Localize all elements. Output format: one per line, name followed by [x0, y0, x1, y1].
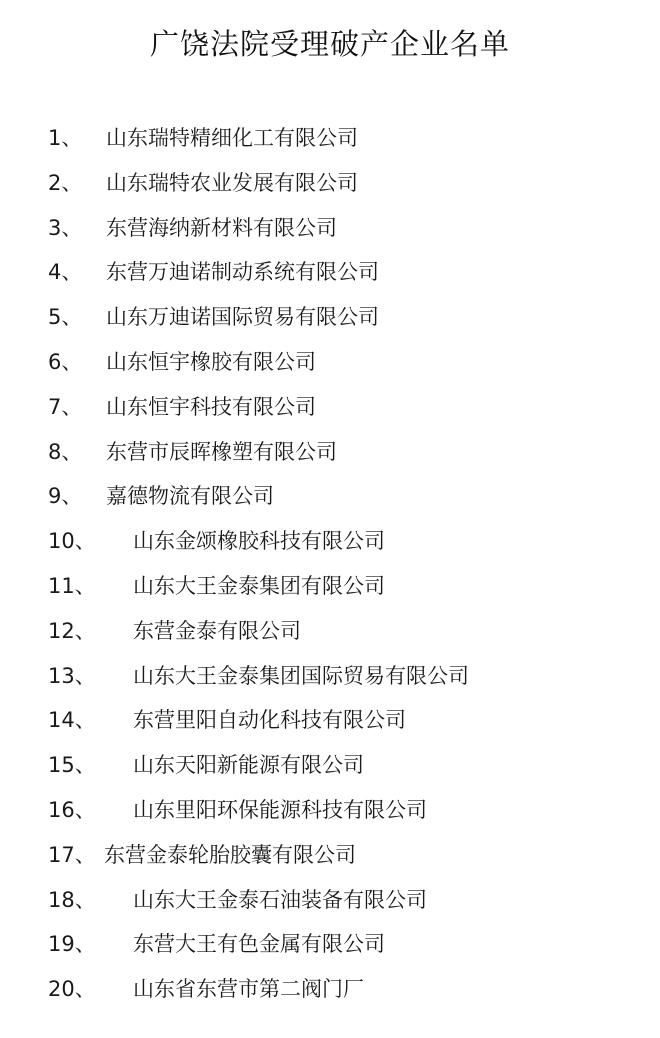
- company-name: 山东大王金泰集团国际贸易有限公司: [133, 663, 469, 688]
- list-item: [0, 564, 660, 609]
- company-name: 山东金颂橡胶科技有限公司: [133, 529, 385, 554]
- company-name: 山东省东营市第二阀门厂: [133, 977, 364, 1002]
- item-number: 7、: [48, 394, 83, 419]
- item-number: 2、: [48, 170, 83, 195]
- item-number: 18、: [48, 887, 96, 912]
- company-name: 山东瑞特农业发展有限公司: [106, 170, 358, 195]
- item-number: 17、: [48, 842, 96, 867]
- item-number: 20、: [48, 977, 96, 1002]
- item-number: 12、: [48, 618, 96, 643]
- list-item: [0, 922, 660, 967]
- list-item: [0, 878, 660, 923]
- company-name: 山东大王金泰石油装备有限公司: [133, 887, 427, 912]
- company-name: 山东大王金泰集团有限公司: [133, 573, 385, 598]
- item-number: 16、: [48, 797, 96, 822]
- item-number: 13、: [48, 663, 96, 688]
- company-name: 山东万迪诺国际贸易有限公司: [106, 305, 379, 330]
- company-name: 东营大王有色金属有限公司: [133, 932, 385, 957]
- company-list: [0, 116, 660, 1012]
- list-item: [0, 430, 660, 475]
- list-item: [0, 250, 660, 295]
- item-number: 11、: [48, 573, 96, 598]
- company-name: 东营万迪诺制动系统有限公司: [106, 260, 379, 285]
- company-name: 东营金泰轮胎胶囊有限公司: [104, 842, 356, 867]
- page-title: 广饶法院受理破产企业名单: [149, 27, 510, 61]
- list-item: [0, 967, 660, 1012]
- list-item: [0, 654, 660, 699]
- company-name: 山东瑞特精细化工有限公司: [106, 126, 358, 150]
- company-name: 东营市辰晖橡塑有限公司: [106, 439, 337, 464]
- item-number: 9、: [48, 484, 83, 509]
- item-number: 15、: [48, 753, 96, 778]
- item-number: 6、: [48, 349, 83, 374]
- company-name: 嘉德物流有限公司: [106, 484, 274, 509]
- item-number: 1、: [48, 126, 83, 150]
- company-name: 东营海纳新材料有限公司: [106, 215, 337, 240]
- list-item: [0, 833, 660, 878]
- company-name: 山东天阳新能源有限公司: [133, 753, 364, 778]
- list-item: [0, 340, 660, 385]
- list-item: [0, 206, 660, 251]
- item-number: 4、: [48, 260, 83, 285]
- item-number: 3、: [48, 215, 83, 240]
- company-name: 山东里阳环保能源科技有限公司: [133, 797, 427, 822]
- company-name: 东营金泰有限公司: [133, 618, 301, 643]
- list-item: [0, 116, 660, 161]
- item-number: 5、: [48, 305, 83, 330]
- item-number: 14、: [48, 708, 96, 733]
- item-number: 10、: [48, 529, 96, 554]
- list-item: [0, 519, 660, 564]
- list-item: [0, 474, 660, 519]
- list-item: [0, 698, 660, 743]
- list-item: [0, 161, 660, 206]
- list-item: [0, 788, 660, 833]
- list-item: [0, 385, 660, 430]
- company-name: 山东恒宇橡胶有限公司: [106, 349, 316, 374]
- list-item: [0, 743, 660, 788]
- item-number: 19、: [48, 932, 96, 957]
- company-name: 山东恒宇科技有限公司: [106, 394, 316, 419]
- list-item: [0, 609, 660, 654]
- company-name: 东营里阳自动化科技有限公司: [133, 708, 406, 733]
- list-item: [0, 295, 660, 340]
- item-number: 8、: [48, 439, 83, 464]
